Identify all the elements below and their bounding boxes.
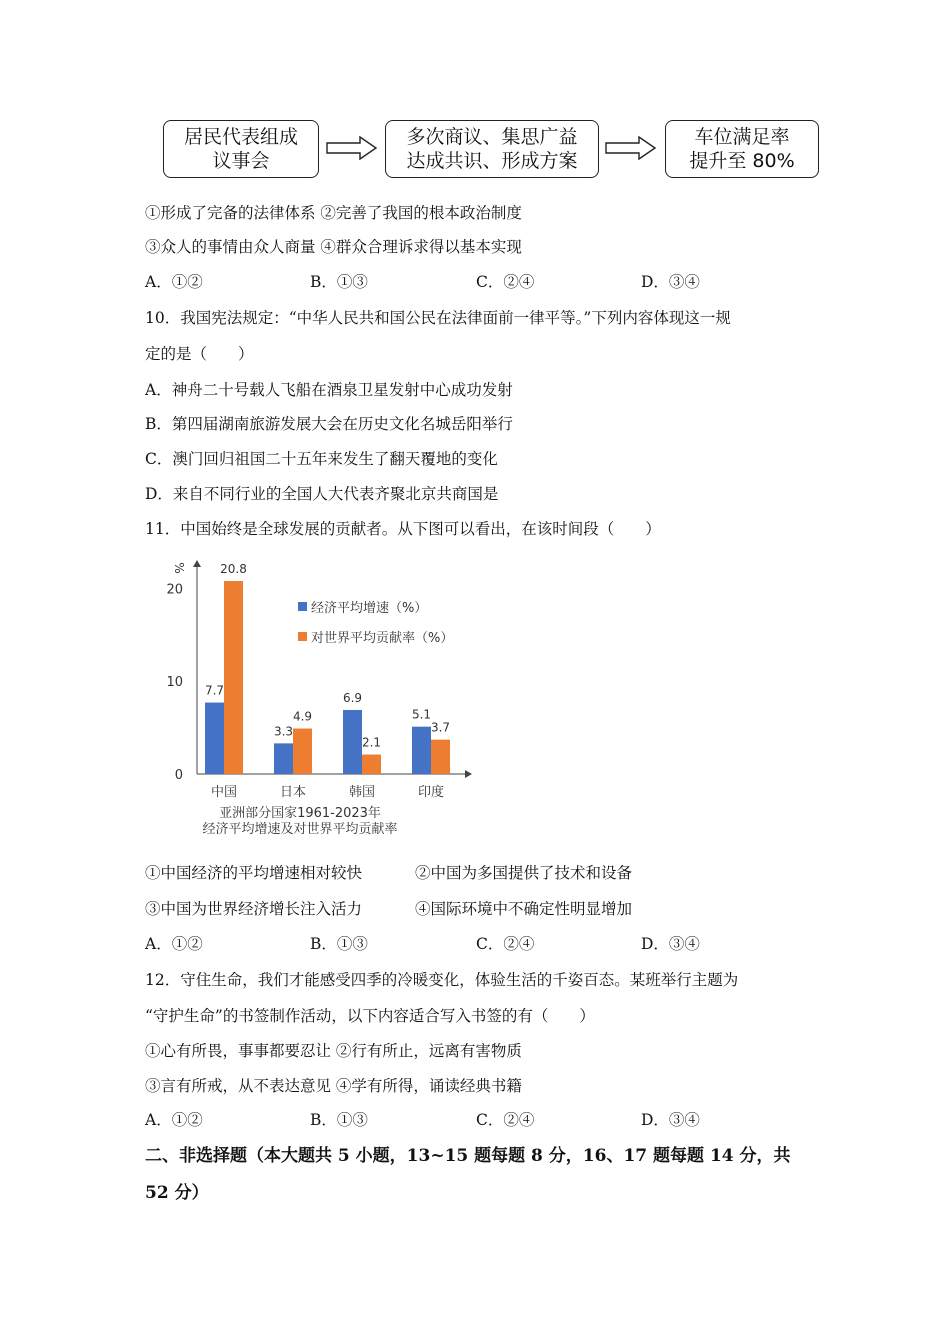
q11-statement: ②中国为多国提供了技术和设备 xyxy=(415,864,633,882)
q11-option-a: A．①② xyxy=(145,935,203,953)
y-tick-label: 20 xyxy=(166,582,183,598)
q12-option-b: B．①③ xyxy=(310,1111,368,1129)
process-flow-diagram xyxy=(163,120,823,180)
data-label: 4.9 xyxy=(292,709,313,724)
chart-title: 亚洲部分国家1961-2023年 xyxy=(219,806,381,821)
y-tick-label: 10 xyxy=(166,675,183,691)
q11-option-c: C．②④ xyxy=(476,935,535,953)
data-label: 5.1 xyxy=(411,707,432,722)
q12-option-c: C．②④ xyxy=(476,1111,535,1129)
data-label: 7.7 xyxy=(204,683,225,698)
y-axis-unit-label: % xyxy=(172,562,186,574)
q10-option-a: A．神舟二十号载人飞船在酒泉卫星发射中心成功发射 xyxy=(145,381,513,399)
q11-statement: ④国际环境中不确定性明显增加 xyxy=(415,900,633,918)
data-label: 2.1 xyxy=(361,735,382,750)
bar-chart xyxy=(160,555,480,845)
flow-box-text: 多次商议、集思广益 xyxy=(406,126,578,148)
q11-statement: ③中国为世界经济增长注入活力 xyxy=(145,900,363,918)
q9-option-d: D．③④ xyxy=(641,273,700,291)
section-heading: 二、非选择题（本大题共 5 小题，13~15 题每题 8 分，16、17 题每题 14 分，共 xyxy=(145,1146,791,1166)
legend-swatch xyxy=(298,602,307,611)
q11-stem: 11．中国始终是全球发展的贡献者。从下图可以看出，在该时间段（ ） xyxy=(145,520,661,538)
q9-option-c: C．②④ xyxy=(476,273,535,291)
flow-box-text: 提升至 80% xyxy=(689,150,795,172)
flow-box-text: 达成共识、形成方案 xyxy=(406,150,578,172)
data-label: 20.8 xyxy=(220,562,247,576)
chart-title: 经济平均增速及对世界平均贡献率 xyxy=(202,822,398,837)
data-label: 3.3 xyxy=(273,724,294,739)
q12-statement-line: ①心有所畏，事事都要忍让 ②行有所止，远离有害物质 xyxy=(145,1042,522,1060)
q10-option-d: D．来自不同行业的全国人大代表齐聚北京共商国是 xyxy=(145,485,499,503)
legend-label: 经济平均增速（%） xyxy=(311,601,428,616)
q12-stem: “守护生命”的书签制作活动，以下内容适合写入书签的有（ ） xyxy=(145,1007,595,1025)
x-tick-label: 日本 xyxy=(279,785,307,800)
q9-option-a: A．①② xyxy=(145,273,203,291)
q11-option-b: B．①③ xyxy=(310,935,368,953)
section-heading: 52 分） xyxy=(145,1183,209,1203)
flow-box-text: 议事会 xyxy=(212,150,270,172)
bar-growth xyxy=(412,727,431,774)
bar-chart-svg xyxy=(160,555,480,845)
q9-statement-line: ①形成了完备的法律体系 ②完善了我国的根本政治制度 xyxy=(145,204,522,222)
q12-stem: 12．守住生命，我们才能感受四季的冷暖变化，体验生活的千姿百态。某班举行主题为 xyxy=(145,971,739,989)
x-tick-label: 印度 xyxy=(417,785,445,800)
q10-stem: 10．我国宪法规定：“中华人民共和国公民在法律面前一律平等。”下列内容体现这一规 xyxy=(145,309,731,327)
right-arrow-icon xyxy=(326,136,378,160)
q10-option-b: B．第四届湖南旅游发展大会在历史文化名城岳阳举行 xyxy=(145,415,513,433)
flow-box-consultation xyxy=(385,120,599,178)
legend-swatch xyxy=(298,632,307,641)
q12-option-d: D．③④ xyxy=(641,1111,700,1129)
y-axis-arrowhead xyxy=(193,560,201,567)
flow-box-text: 车位满足率 xyxy=(694,126,790,148)
data-label: 3.7 xyxy=(430,720,451,735)
q11-statement: ①中国经济的平均增速相对较快 xyxy=(145,864,363,882)
q11-option-d: D．③④ xyxy=(641,935,700,953)
bar-contribution xyxy=(224,581,243,774)
legend-label: 对世界平均贡献率（%） xyxy=(311,631,454,646)
right-arrow-icon xyxy=(605,136,657,160)
q10-option-c: C．澳门回归祖国二十五年来发生了翻天覆地的变化 xyxy=(145,450,498,468)
data-label: 6.9 xyxy=(342,690,363,705)
flow-box-council xyxy=(163,120,319,178)
x-axis-arrowhead xyxy=(465,770,472,778)
flow-box-result xyxy=(665,120,819,178)
q9-statement-line: ③众人的事情由众人商量 ④群众合理诉求得以基本实现 xyxy=(145,238,522,256)
x-tick-label: 中国 xyxy=(210,785,238,800)
q10-stem: 定的是（ ） xyxy=(145,345,254,363)
q9-option-b: B．①③ xyxy=(310,273,368,291)
flow-box-text: 居民代表组成 xyxy=(183,126,298,148)
y-tick-label: 0 xyxy=(174,768,183,783)
bar-growth xyxy=(205,703,224,774)
q12-option-a: A．①② xyxy=(145,1111,203,1129)
bar-growth xyxy=(274,743,293,774)
bar-contribution xyxy=(293,729,312,774)
x-tick-label: 韩国 xyxy=(348,785,376,800)
bar-contribution xyxy=(362,755,381,774)
bar-contribution xyxy=(431,740,450,774)
q12-statement-line: ③言有所戒，从不表达意见 ④学有所得，诵读经典书籍 xyxy=(145,1077,522,1095)
bar-growth xyxy=(343,710,362,774)
